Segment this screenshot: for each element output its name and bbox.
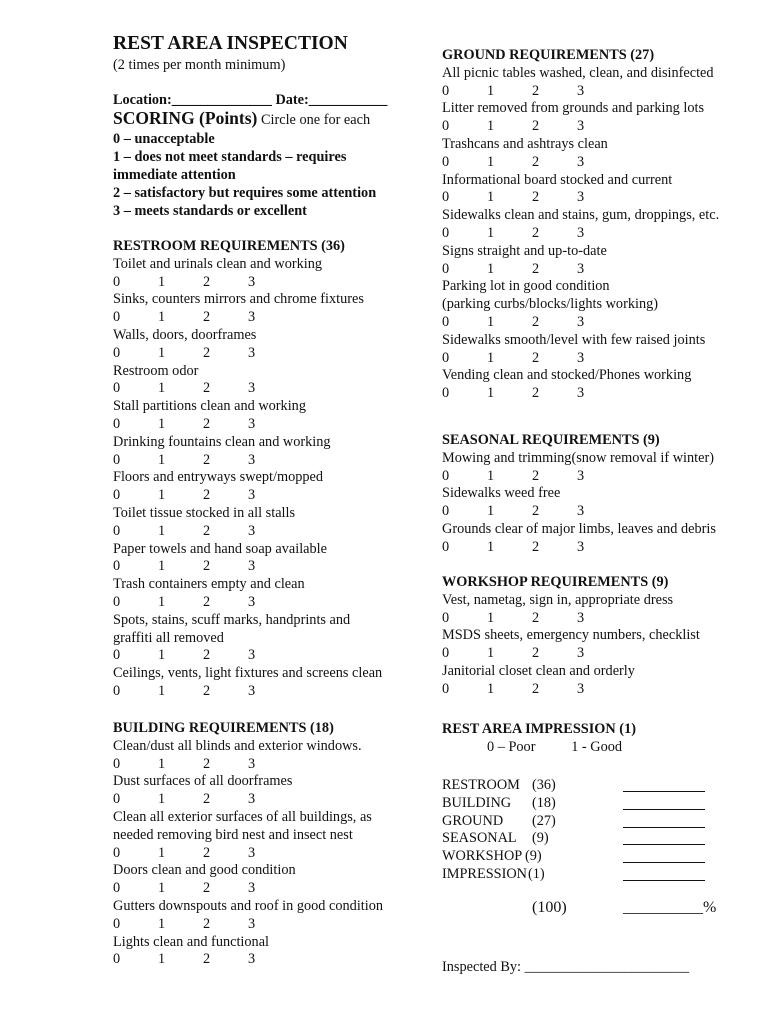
score-option[interactable]: 2 — [532, 385, 540, 402]
score-option[interactable]: 2 — [203, 755, 211, 772]
score-option[interactable]: 0 — [442, 609, 450, 626]
ground-item-label: Litter removed from grounds and parking lots — [442, 100, 705, 117]
score-option[interactable]: 1 — [158, 558, 166, 575]
restroom-score-options — [113, 522, 273, 540]
score-option[interactable]: 1 — [487, 82, 495, 99]
score-option[interactable]: 3 — [248, 451, 256, 468]
ground-item-label: Sidewalks clean and stains, gum, droppings, etc. — [442, 207, 720, 224]
score-option[interactable]: 2 — [203, 844, 211, 861]
score-option[interactable]: 1 — [158, 683, 166, 699]
location-date-row — [113, 91, 387, 109]
summary-category: WORKSHOP — [442, 848, 523, 865]
score-option[interactable]: 1 — [158, 915, 166, 932]
restroom-score-options — [113, 682, 273, 700]
seasonal-score-options — [442, 538, 602, 556]
restroom-item-label: Trash containers empty and clean — [113, 576, 305, 593]
summary-row — [442, 829, 742, 847]
restroom-score-options — [113, 308, 273, 326]
summary-category: RESTROOM — [442, 777, 520, 793]
score-option[interactable]: 0 — [113, 558, 121, 575]
ground-score-options — [442, 117, 602, 135]
scoring-instruction: Circle one for each — [260, 112, 371, 128]
score-option[interactable]: 1 — [158, 791, 166, 808]
score-option[interactable]: 2 — [203, 380, 211, 397]
score-option[interactable]: 1 — [158, 273, 166, 290]
score-option[interactable]: 0 — [113, 487, 121, 504]
restroom-section-title: RESTROOM REQUIREMENTS (36) — [113, 238, 345, 254]
scoring-heading: SCORING (Points) — [113, 108, 258, 128]
score-option[interactable]: 3 — [248, 880, 256, 897]
score-option[interactable]: 1 — [487, 225, 495, 241]
summary-row — [442, 865, 742, 883]
score-option[interactable]: 3 — [248, 755, 256, 772]
restroom-score-options — [113, 593, 273, 611]
workshop-item-label: Janitorial closet clean and orderly — [442, 663, 635, 679]
building-section-title: BUILDING REQUIREMENTS (18) — [113, 720, 334, 736]
summary-points: (27) — [532, 812, 556, 829]
seasonal-item-label: Mowing and trimming(snow removal if winter) — [442, 449, 714, 466]
score-option[interactable]: 0 — [113, 309, 121, 326]
score-option[interactable]: 1 — [158, 755, 166, 772]
summary-score-field[interactable] — [623, 776, 705, 792]
score-option[interactable]: 3 — [248, 558, 256, 575]
summary-score-field[interactable] — [623, 794, 705, 810]
ground-item-label: Sidewalks smooth/level with few raised joints — [442, 331, 706, 348]
score-option[interactable]: 2 — [532, 349, 540, 366]
score-option[interactable]: 3 — [577, 645, 585, 662]
score-option[interactable]: 1 — [487, 189, 495, 206]
score-option[interactable]: 1 — [158, 951, 166, 968]
score-option[interactable]: 3 — [248, 522, 256, 539]
summary-row — [442, 794, 742, 812]
score-option[interactable]: 0 — [442, 260, 450, 277]
score-option[interactable]: 3 — [577, 385, 585, 402]
score-option[interactable]: 1 — [158, 451, 166, 468]
score-option[interactable]: 1 — [158, 594, 166, 610]
score-option[interactable]: 2 — [203, 558, 211, 575]
score-option[interactable]: 0 — [113, 844, 121, 861]
workshop-item-label: Vest, nametag, sign in, appropriate dress — [442, 591, 674, 608]
score-option[interactable]: 0 — [113, 344, 121, 361]
score-option[interactable]: 0 — [113, 951, 121, 968]
score-option[interactable]: 3 — [248, 487, 256, 504]
score-option[interactable]: 2 — [532, 118, 540, 135]
score-option[interactable]: 3 — [248, 844, 256, 861]
workshop-item-label: MSDS sheets, emergency numbers, checklist — [442, 627, 700, 644]
score-option[interactable]: 1 — [158, 344, 166, 361]
score-option[interactable]: 1 — [158, 416, 166, 432]
score-option[interactable]: 1 — [487, 260, 495, 277]
score-option[interactable]: 1 — [158, 880, 166, 897]
score-option[interactable]: 1 — [158, 380, 166, 397]
ground-item-label: Informational board stocked and current — [442, 171, 673, 188]
restroom-score-options — [113, 646, 273, 664]
score-option[interactable]: 2 — [532, 467, 540, 484]
score-option[interactable]: 1 — [487, 609, 495, 626]
score-option[interactable]: 3 — [577, 260, 585, 277]
score-option[interactable]: 3 — [577, 314, 585, 330]
score-option[interactable]: 3 — [248, 416, 256, 432]
restroom-item-label: Ceilings, vents, light fixtures and screens clean — [113, 665, 383, 682]
impression-title: REST AREA IMPRESSION (1) — [442, 721, 636, 737]
seasonal-section-title: SEASONAL REQUIREMENTS (9) — [442, 432, 660, 448]
score-option[interactable]: 0 — [113, 880, 121, 897]
restroom-item-label: Toilet and urinals clean and working — [113, 255, 323, 272]
building-item-label: Clean/dust all blinds and exterior windows. — [113, 737, 362, 754]
workshop-score-options — [442, 609, 602, 627]
score-option[interactable]: 3 — [577, 467, 585, 484]
building-item-label: Doors clean and good condition — [113, 862, 296, 879]
summary-score-field[interactable] — [623, 812, 705, 828]
score-option[interactable]: 0 — [113, 683, 121, 699]
restroom-score-options — [113, 379, 273, 397]
score-option[interactable]: 2 — [532, 260, 540, 277]
date-label: Date: — [275, 92, 309, 108]
score-option[interactable]: 2 — [203, 647, 211, 664]
score-option[interactable]: 2 — [532, 680, 540, 697]
score-option[interactable]: 3 — [248, 594, 256, 610]
score-option[interactable]: 3 — [248, 791, 256, 808]
restroom-item-label: Walls, doors, doorframes — [113, 327, 257, 343]
seasonal-score-options — [442, 467, 602, 485]
score-option[interactable]: 3 — [577, 82, 585, 99]
ground-score-options — [442, 153, 602, 171]
score-option[interactable]: 2 — [203, 273, 211, 290]
score-option[interactable]: 3 — [248, 380, 256, 397]
summary-points: (9) — [525, 848, 542, 865]
score-option[interactable]: 3 — [577, 118, 585, 135]
score-option[interactable]: 1 — [487, 538, 495, 555]
score-option[interactable]: 3 — [248, 344, 256, 361]
score-option[interactable]: 2 — [203, 683, 211, 699]
score-option[interactable]: 0 — [113, 755, 121, 772]
ground-score-options — [442, 224, 602, 242]
building-score-options — [113, 844, 273, 862]
building-score-options — [113, 915, 273, 933]
score-option[interactable]: 1 — [487, 314, 495, 330]
summary-score-field[interactable] — [623, 847, 705, 863]
scoring-level-1b: immediate attention — [113, 167, 236, 183]
workshop-score-options — [442, 644, 602, 662]
score-option[interactable]: 0 — [442, 385, 450, 402]
score-option[interactable]: 1 — [487, 645, 495, 662]
score-option[interactable]: 2 — [532, 645, 540, 662]
score-option[interactable]: 2 — [203, 594, 211, 610]
score-option[interactable]: 0 — [113, 647, 121, 664]
score-option[interactable]: 0 — [442, 225, 450, 241]
score-option[interactable]: 1 — [487, 385, 495, 402]
score-option[interactable]: 2 — [532, 189, 540, 206]
score-option[interactable]: 0 — [113, 451, 121, 468]
form-title: REST AREA INSPECTION — [113, 33, 348, 54]
score-option[interactable]: 2 — [532, 609, 540, 626]
scoring-level-1: 1 – does not meet standards – requires — [113, 149, 347, 165]
scoring-level-0: 0 – unacceptable — [113, 131, 215, 147]
score-option[interactable]: 0 — [442, 503, 450, 520]
restroom-item-label: Drinking fountains clean and working — [113, 433, 331, 450]
summary-row — [442, 776, 742, 794]
summary-row — [442, 812, 742, 830]
restroom-item-label: Toilet tissue stocked in all stalls — [113, 505, 296, 521]
score-option[interactable]: 3 — [577, 609, 585, 626]
seasonal-score-options — [442, 502, 602, 520]
score-option[interactable]: 0 — [113, 416, 121, 432]
score-option[interactable]: 0 — [442, 189, 450, 206]
total-points: (100) — [532, 899, 567, 916]
score-option[interactable]: 1 — [158, 309, 166, 326]
summary-category: BUILDING — [442, 794, 512, 811]
score-option[interactable]: 3 — [577, 680, 585, 697]
building-item-label: Dust surfaces of all doorframes — [113, 773, 293, 790]
restroom-score-options — [113, 451, 273, 469]
restroom-item-label: Floors and entryways swept/mopped — [113, 469, 324, 486]
building-item-label: Gutters downspouts and roof in good condition — [113, 898, 384, 914]
score-option[interactable]: 2 — [203, 791, 211, 808]
score-option[interactable]: 0 — [442, 467, 450, 484]
score-option[interactable]: 1 — [487, 118, 495, 135]
score-option[interactable]: 0 — [442, 349, 450, 366]
score-option[interactable]: 0 — [442, 118, 450, 135]
score-option[interactable]: 2 — [203, 522, 211, 539]
ground-item-label: Signs straight and up-to-date — [442, 242, 607, 259]
building-item-label: Clean all exterior surfaces of all buildings, as — [113, 809, 372, 825]
location-label: Location: — [113, 92, 172, 108]
building-score-options — [113, 790, 273, 808]
score-option[interactable]: 3 — [248, 647, 256, 664]
score-option[interactable]: 3 — [248, 683, 256, 699]
score-option[interactable]: 0 — [113, 791, 121, 808]
scoring-level-2: 2 – satisfactory but requires some attention — [113, 185, 377, 201]
score-option[interactable]: 2 — [203, 344, 211, 361]
score-option[interactable]: 1 — [487, 680, 495, 697]
score-option[interactable]: 3 — [577, 538, 585, 555]
score-option[interactable]: 2 — [532, 538, 540, 555]
ground-item-label: Vending clean and stocked/Phones working — [442, 367, 692, 384]
score-option[interactable]: 0 — [113, 380, 121, 397]
scoring-level-3: 3 – meets standards or excellent — [113, 203, 307, 219]
restroom-item-label: graffiti all removed — [113, 629, 224, 646]
score-option[interactable]: 1 — [487, 349, 495, 366]
ground-item-label: (parking curbs/blocks/lights working) — [442, 296, 659, 313]
score-option[interactable]: 1 — [487, 153, 495, 170]
summary-points: (36) — [532, 777, 556, 793]
score-option[interactable]: 0 — [442, 538, 450, 555]
score-option[interactable]: 3 — [577, 349, 585, 366]
restroom-item-label: Paper towels and hand soap available — [113, 540, 327, 557]
restroom-score-options — [113, 415, 273, 433]
ground-score-options — [442, 82, 602, 100]
seasonal-item-label: Sidewalks weed free — [442, 485, 561, 502]
score-option[interactable]: 1 — [158, 522, 166, 539]
score-option[interactable]: 3 — [577, 503, 585, 520]
score-option[interactable]: 2 — [532, 314, 540, 330]
score-option[interactable]: 0 — [113, 915, 121, 932]
score-option[interactable]: 2 — [203, 309, 211, 326]
restroom-score-options — [113, 344, 273, 362]
score-option[interactable]: 3 — [248, 273, 256, 290]
ground-score-options — [442, 313, 602, 331]
score-option[interactable]: 3 — [577, 225, 585, 241]
restroom-item-label: Stall partitions clean and working — [113, 398, 306, 415]
building-score-options — [113, 755, 273, 773]
ground-item-label: All picnic tables washed, clean, and disinfected — [442, 64, 714, 81]
score-option[interactable]: 3 — [248, 915, 256, 932]
score-option[interactable]: 0 — [442, 153, 450, 170]
ground-score-options — [442, 260, 602, 278]
ground-section-title: GROUND REQUIREMENTS (27) — [442, 47, 655, 63]
score-option[interactable]: 0 — [113, 273, 121, 290]
score-option[interactable]: 0 — [442, 645, 450, 662]
score-option[interactable]: 2 — [532, 225, 540, 241]
summary-score-field[interactable] — [623, 829, 705, 845]
score-option[interactable]: 2 — [203, 416, 211, 432]
building-item-label: needed removing bird nest and insect nest — [113, 826, 353, 843]
location-field[interactable]: ______________ — [171, 92, 272, 108]
score-option[interactable]: 2 — [203, 487, 211, 504]
scoring-heading-row — [113, 109, 370, 129]
workshop-section-title: WORKSHOP REQUIREMENTS (9) — [442, 574, 669, 590]
score-option[interactable]: 1 — [487, 503, 495, 520]
ground-item-label: Parking lot in good condition — [442, 278, 610, 295]
inspected-by-field[interactable]: Inspected By: _______________________ — [442, 959, 689, 975]
score-option[interactable]: 2 — [203, 451, 211, 468]
score-option[interactable]: 2 — [203, 915, 211, 932]
score-option[interactable]: 3 — [577, 153, 585, 170]
restroom-score-options — [113, 486, 273, 504]
summary-points: (9) — [532, 830, 549, 847]
restroom-score-options — [113, 557, 273, 575]
summary-category: SEASONAL — [442, 830, 517, 847]
score-option[interactable]: 3 — [248, 309, 256, 326]
score-option[interactable]: 0 — [442, 82, 450, 99]
building-score-options — [113, 950, 273, 968]
restroom-item-label: Restroom odor — [113, 362, 199, 379]
score-option[interactable]: 2 — [532, 153, 540, 170]
restroom-item-label: Spots, stains, scuff marks, handprints and — [113, 611, 351, 628]
workshop-score-options — [442, 680, 602, 698]
score-option[interactable]: 1 — [158, 487, 166, 504]
score-option[interactable]: 2 — [203, 951, 211, 968]
ground-score-options — [442, 384, 602, 402]
score-option[interactable]: 0 — [442, 680, 450, 697]
building-item-label: Lights clean and functional — [113, 933, 270, 950]
score-option[interactable]: 2 — [203, 880, 211, 897]
score-option[interactable]: 3 — [248, 951, 256, 968]
building-score-options — [113, 879, 273, 897]
ground-item-label: Trashcans and ashtrays clean — [442, 136, 608, 152]
score-option[interactable]: 2 — [532, 503, 540, 520]
score-option[interactable]: 0 — [113, 522, 121, 539]
restroom-item-label: Sinks, counters mirrors and chrome fixtures — [113, 291, 364, 308]
summary-category: GROUND — [442, 812, 504, 829]
total-percent-field[interactable]: __________% — [623, 899, 717, 916]
summary-row — [442, 847, 742, 865]
ground-score-options — [442, 349, 602, 367]
ground-score-options — [442, 188, 602, 206]
score-option[interactable]: 3 — [577, 189, 585, 206]
seasonal-item-label: Grounds clear of major limbs, leaves and debris — [442, 521, 716, 537]
restroom-score-options — [113, 273, 273, 291]
summary-points: (18) — [532, 794, 556, 811]
summary-score-field[interactable] — [623, 865, 705, 881]
score-option[interactable]: 1 — [487, 467, 495, 484]
score-option[interactable]: 2 — [532, 82, 540, 99]
score-option[interactable]: 1 — [158, 844, 166, 861]
summary-category: IMPRESSION — [442, 866, 528, 882]
form-subtitle: (2 times per month minimum) — [113, 57, 286, 73]
summary-points: (1) — [528, 866, 545, 882]
date-field[interactable]: ___________ — [308, 92, 388, 108]
score-option[interactable]: 1 — [158, 647, 166, 664]
impression-options[interactable]: 0 – Poor 1 - Good — [487, 739, 623, 755]
score-option[interactable]: 0 — [113, 594, 121, 610]
score-option[interactable]: 0 — [442, 314, 450, 330]
